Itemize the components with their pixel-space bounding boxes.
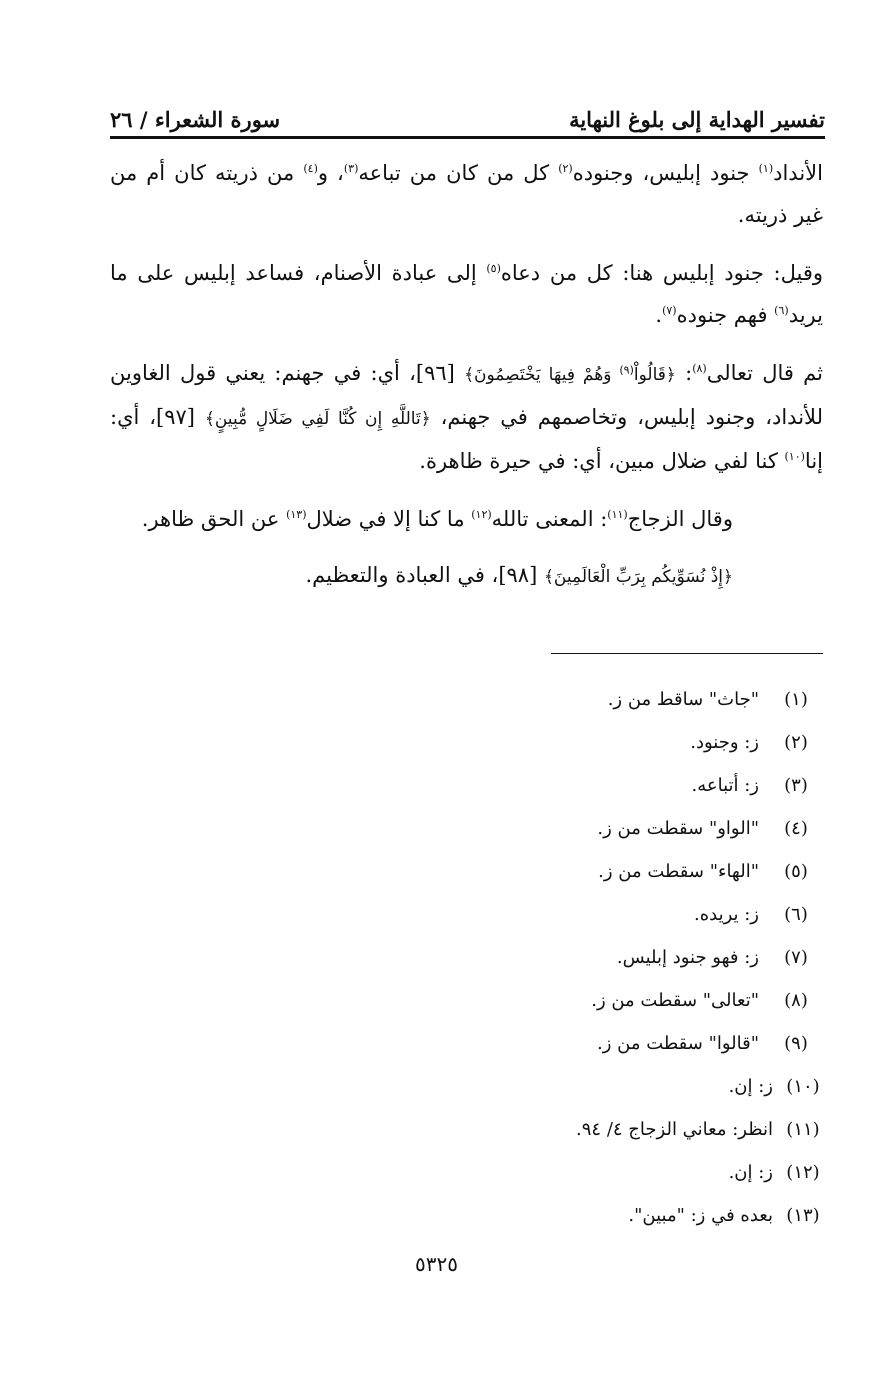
footnote-ref: (٨) [692,362,707,375]
footnote-text: "الواو" سقطت من ز. [597,818,759,839]
footnote-number: (١٢) [786,1162,820,1183]
footnote-number: (٣) [784,775,808,796]
footnote-number: (٧) [784,947,808,968]
text-run: . [655,303,663,327]
footnote [325,936,825,979]
footnote-ref: (١١) [607,508,628,521]
text-run: الأنداد [773,161,823,185]
footnote-text: "تعالى" سقطت من ز. [591,990,759,1011]
footnote-number: (٦) [784,904,808,925]
footnote-number: (١) [784,689,808,710]
ornate-bracket: ﴾ [464,365,475,385]
footnote-text: بعده في ز: "مبين". [628,1205,773,1226]
text-run: إلى عبادة الأصنام، فساعد إبليس على ما يريد [110,261,823,327]
footnote-number: (١٠) [786,1076,820,1097]
quran-verse-97: ﴿تَاللَّهِ إِن كُنَّا لَفِي ضَلَالٍ مُّبِينٍ﴾ [204,409,431,429]
footnote [325,764,825,807]
text-run: : [675,361,693,385]
footnote-ref: (١) [758,162,774,175]
quran-verse-98: ﴿إِذْ نُسَوِّيكُم بِرَبِّ الْعَالَمِينَ﴾ [543,567,733,587]
footnote-text: "جاث" ساقط من ز. [607,689,759,710]
footnote-ref: (٤) [303,162,318,175]
footnote [325,850,825,893]
footnote-text: ز: وجنود. [690,732,759,753]
footnote-number: (٥) [784,861,808,882]
verse-text: وَهُمْ فِيهَا يَخْتَصِمُونَ [474,365,620,385]
footnote-text: "الهاء" سقطت من ز. [598,861,759,882]
text-run: فهم جنوده [676,303,775,327]
footnote [325,1194,825,1237]
page-number: ٥٣٢٥ [415,1252,458,1276]
text-run: [٩٦]، أي: في جهنم: يعني قول الغاوين للأنداد، وجنود إبليس، وتخاصمهم في جهنم، [110,361,823,429]
footnote-text: "قالوا" سقطت من ز. [597,1033,759,1054]
footnote-rule [551,653,823,654]
footnote-ref: (١٣) [286,508,307,521]
footnote-number: (٢) [784,732,808,753]
footnote-number: (١٣) [786,1205,820,1226]
text-run: : المعنى تالله [491,507,608,531]
text-run: كل من كان من تباعه [358,161,559,185]
footnote [325,678,825,721]
text-run: وقيل: جنود إبليس هنا: كل من دعاه [500,261,823,285]
footnote-ref: (٥) [486,262,501,275]
text-run: عن الحق ظاهر. [141,507,287,531]
footnote-number: (٩) [784,1033,808,1054]
text-run: ما كنا إلا في ضلال [306,507,472,531]
footnote-ref: (١٠) [784,450,805,463]
footnote [325,721,825,764]
quran-verse-96 [464,365,676,385]
paragraph-5 [110,554,823,598]
running-header [110,92,825,132]
paragraph-1 [110,152,823,236]
footnote-ref: (٩) [619,363,634,377]
text-run: من ذريته كان أم من غير ذريته. [110,161,823,227]
text-run: وقال الزجاج [627,507,733,531]
text-run: ثم قال تعالى [706,361,823,385]
footnote-ref: (٧) [662,304,677,317]
footnote [325,807,825,850]
footnote-text: ز: إن. [728,1076,773,1097]
footnotes [325,678,825,1237]
text-run: جنود إبليس، وجنوده [572,161,759,185]
main-text [110,152,823,612]
surah-reference: سورة الشعراء / ٢٦ [110,107,281,132]
footnote-text: ز: يريده. [693,904,759,925]
header-rule [110,136,825,139]
footnote [325,979,825,1022]
footnote [325,1108,825,1151]
text-run: كنا لفي ضلال مبين، أي: في حيرة ظاهرة. [419,449,785,473]
ornate-bracket: ﴿ [665,365,676,385]
footnote-ref: (٣) [343,162,359,175]
footnote-text: ز: فهو جنود إبليس. [616,947,759,968]
text-run: [٩٨]، في العبادة والتعظيم. [305,563,544,587]
text-run: [٩٧]، أي: إنا [110,405,823,473]
footnote-ref: (٦) [774,304,789,317]
paragraph-4 [110,498,823,540]
text-run: ، و [317,161,344,185]
footnote [325,893,825,936]
paragraph-3 [110,352,823,482]
footnote [325,1065,825,1108]
paragraph-2 [110,252,823,336]
footnote [325,1151,825,1194]
verse-text: قَالُواْ [633,365,666,385]
footnote-text: ز: إن. [728,1162,773,1183]
footnote-ref: (١٢) [471,508,492,521]
footnote-text: انظر: معاني الزجاج ٤/ ٩٤. [576,1119,773,1140]
footnote-ref: (٢) [558,162,573,175]
footnote-text: ز: أتباعه. [691,775,759,796]
footnote [325,1022,825,1065]
footnote-number: (٨) [784,990,808,1011]
footnote-number: (١١) [786,1119,820,1140]
footnote-number: (٤) [784,818,808,839]
book-title: تفسير الهداية إلى بلوغ النهاية [569,107,825,132]
